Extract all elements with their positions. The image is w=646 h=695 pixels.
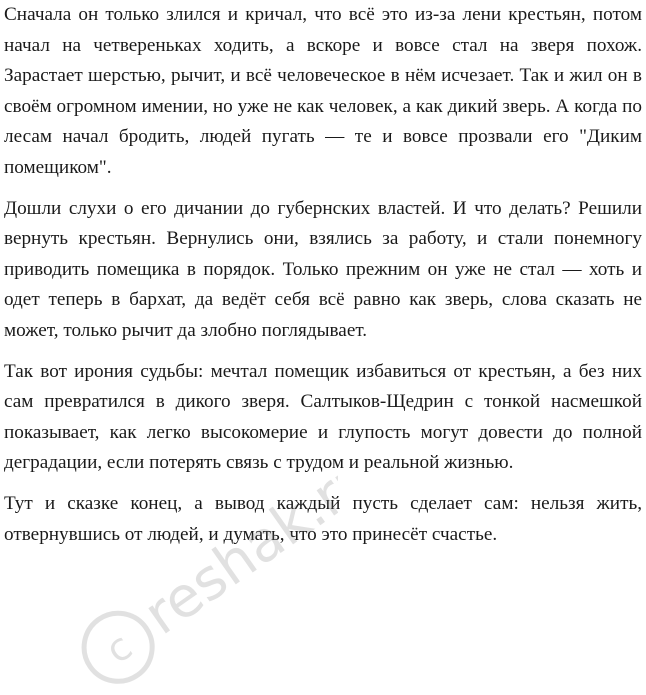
paragraph-4: Тут и сказке конец, а вывод каждый пусть сделает сам: нельзя жить, отвернувшись от людей, и думать, что это принесёт счастье. — [4, 492, 642, 545]
copyright-icon — [71, 600, 166, 690]
watermark-text: reshak.ru — [132, 443, 338, 648]
paragraph-2: Дошли слухи о его дичании до губернских властей. И что делать? Решили вернуть крестьян. Вернулись они, взялись за работу, и стали понемногу приводить помещика в порядок. Только прежним он уже не стал — хоть и одет теперь в бархат, да ведёт себя всё равно как зверь, слова сказать не может, только рычит да злобно поглядывает. — [4, 197, 642, 341]
paragraph-3: Так вот ирония судьбы: мечтал помещик избавиться от крестьян, а без них сам превратился в дикого зверя. Салтыков-Щедрин с тонкой насмешкой показывает, как легко высокомерие и глупость могут довести до полной деградации, если потерять связь с трудом и реальной жизнью. — [4, 360, 642, 474]
document-body — [4, 0, 642, 560]
paragraph-1: Сначала он только злился и кричал, что всё это из-за лени крестьян, потом начал на четвереньках ходить, а вскоре и вовсе стал на зверя похож. Зарастает шерстью, рычит, и всё человеческое в нём исчезает. Так и жил он в своём огромном имении, но уже не как человек, а как дикий зверь. А когда по лесам начал бродить, людей пугать — те и вовсе прозвали его "Диким помещиком". — [4, 4, 642, 178]
svg-text:c: c — [97, 624, 140, 673]
